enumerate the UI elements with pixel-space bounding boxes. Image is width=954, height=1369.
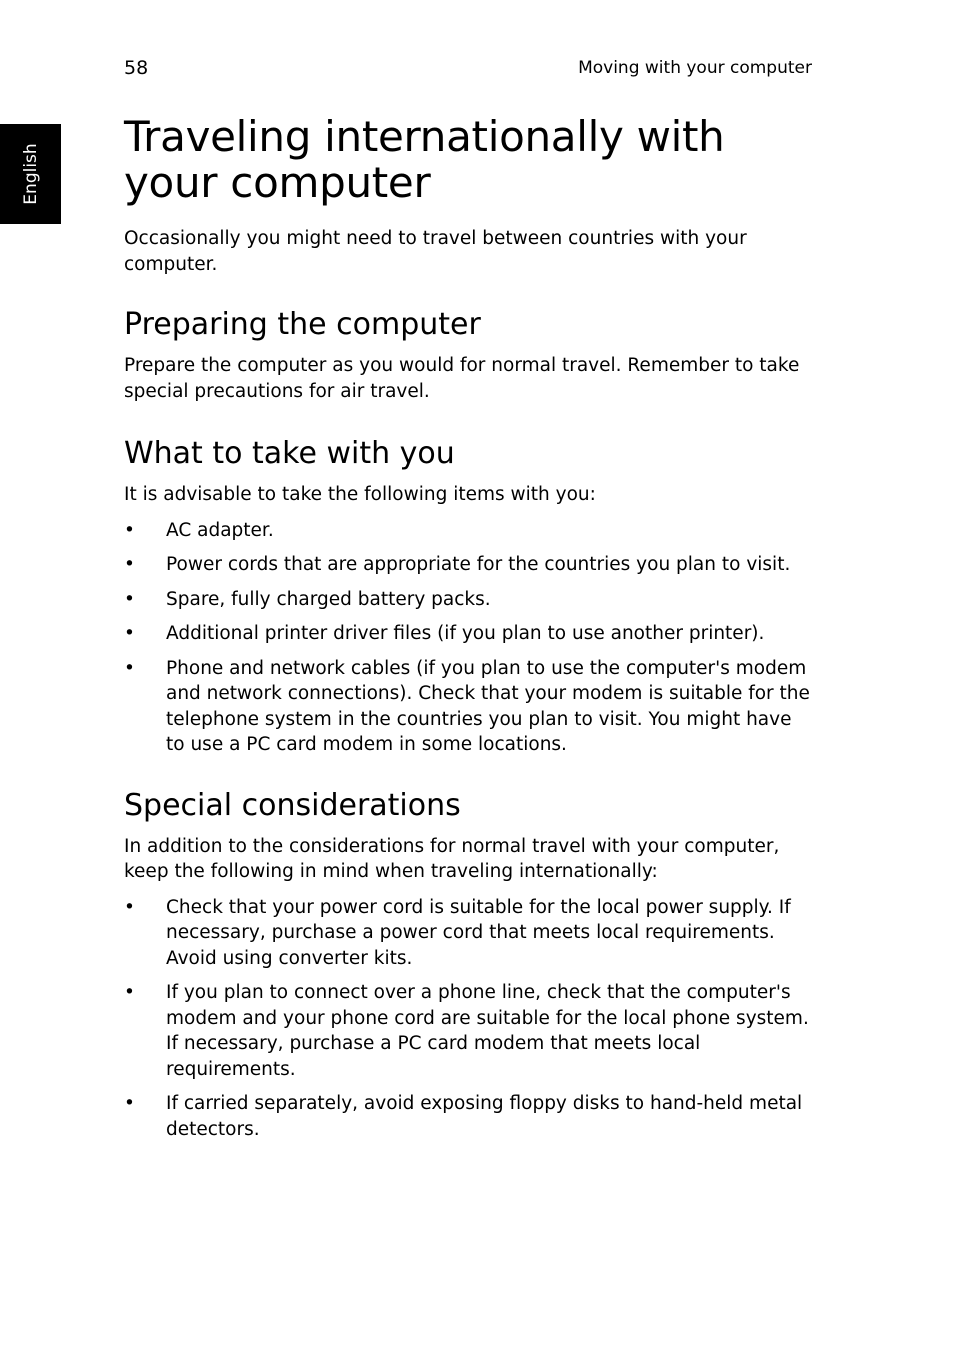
bullet-icon: • [124,657,135,679]
special-considerations-list [124,895,814,1143]
running-header: Moving with your computer [578,58,812,78]
section-text-special: In addition to the considerations for normal travel with your computer, keep the following in mind when traveling internationally: [124,835,780,882]
list-item [124,1091,814,1142]
intro-paragraph: Occasionally you might need to travel between countries with your computer. [124,228,747,275]
page-number: 58 [124,57,149,79]
list-item-text: If carried separately, avoid exposing floppy disks to hand-held metal detectors. [166,1093,803,1140]
page-content [124,114,814,1151]
section-heading-preparing: Preparing the computer [124,307,481,342]
bullet-icon: • [124,588,135,610]
list-item-text: Phone and network cables (if you plan to use the computer's modem and network connections). Check that your modem is suitable for the telephone system in the countries you plan to visit. You might have to use a PC card modem in some locations. [166,657,810,755]
bullet-icon: • [124,623,135,644]
list-item [124,552,814,578]
list-item-text: Spare, fully charged battery packs. [166,588,491,610]
bullet-icon: • [124,896,135,918]
bullet-icon: • [124,554,135,575]
list-item [124,621,814,647]
bullet-icon: • [124,982,135,1003]
list-item-text: Power cords that are appropriate for the countries you plan to visit. [166,554,791,575]
section-text-what-to-take: It is advisable to take the following items with you: [124,484,596,505]
list-item [124,518,814,544]
what-to-take-list [124,518,814,758]
bullet-icon: • [124,519,135,541]
list-item [124,895,814,972]
list-item-text: Additional printer driver files (if you plan to use another printer). [166,623,765,644]
section-text-preparing: Prepare the computer as you would for normal travel. Remember to take special precautions for air travel. [124,355,800,402]
language-tab-label: English [21,143,41,205]
bullet-icon: • [124,1093,135,1114]
section-heading-what-to-take: What to take with you [124,436,455,471]
list-item [124,656,814,758]
list-item [124,587,814,613]
page-title: Traveling internationally with your computer [124,112,725,207]
list-item-text: Check that your power cord is suitable for the local power supply. If necessary, purchase a power cord that meets local requirements. Avoid using converter kits. [166,896,791,969]
list-item-text: If you plan to connect over a phone line, check that the computer's modem and your phone cord are suitable for the local phone system. If necessary, purchase a PC card modem that meets local requirements. [166,982,809,1080]
section-heading-special: Special considerations [124,787,461,823]
list-item-text: AC adapter. [166,519,274,541]
list-item [124,980,814,1082]
